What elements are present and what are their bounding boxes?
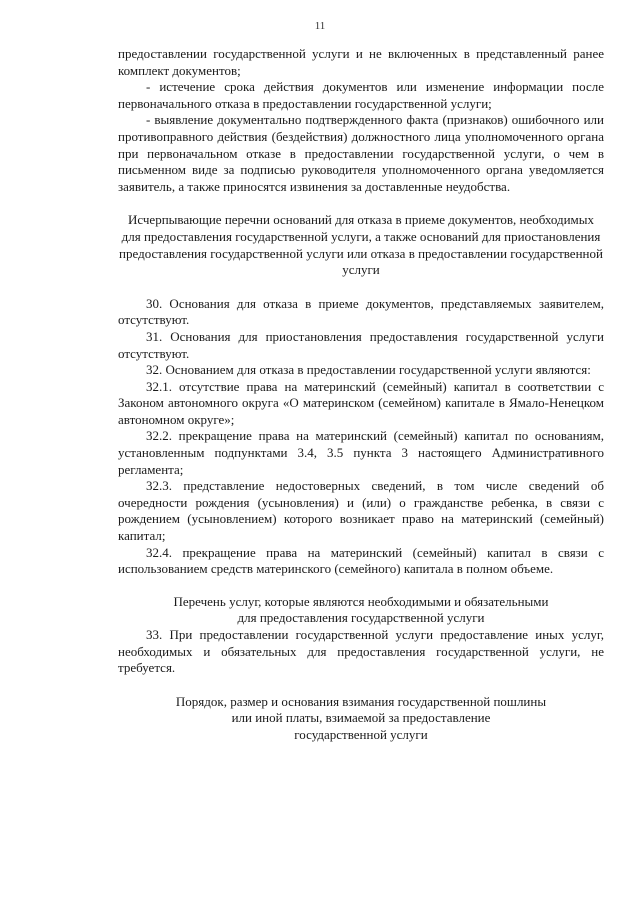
item-30: 30. Основания для отказа в приеме документов, представляемых заявителем, отсутствуют.: [118, 295, 604, 328]
page-number: 11: [314, 20, 326, 32]
section-heading-required-services-line1: Перечень услуг, которые являются необходимыми и обязательными: [173, 593, 549, 609]
item-32-4: 32.4. прекращение права на материнский (семейный) капитал в связи с использованием средств материнского (семейного) капитала в полном объеме.: [118, 544, 604, 577]
section-heading-refusal-grounds: Исчерпывающие перечни оснований для отказа в приеме документов, необходимых для предоставления государственной услуги, а также оснований для приостановления предоставления государственной услуги или отказа в предоставлении государственной услуги: [119, 212, 603, 278]
item-32-1: 32.1. отсутствие права на материнский (семейный) капитал в соответствии с Законом автономного округа «О материнском (семейном) капитале в Ямало-Ненецком автономном округе»;: [118, 378, 604, 427]
item-33: 33. При предоставлении государственной услуги предоставление иных услуг, необходимых и обязательных для предоставления государственной услуги, не требуется.: [118, 627, 604, 676]
item-32: 32. Основанием для отказа в предоставлении государственной услуги являются:: [146, 362, 591, 378]
section-heading-fees-line2: или иной платы, взимаемой за предоставление: [231, 710, 491, 726]
paragraph-erroneous-action: - выявление документально подтвержденного факта (признаков) ошибочного или противоправного действия (бездействия) должностного лица уполномоченного органа при первоначальном отказе в предоставлении государственной услуги, о чем в письменном виде за подписью руководителя уполномоченного органа уведомляется заявитель, а также приносятся извинения за доставленные неудобства.: [118, 112, 604, 194]
paragraph-document-expiry: - истечение срока действия документов или изменение информации после первоначального отказа в предоставлении государственной услуги;: [118, 79, 604, 111]
section-heading-fees-line1: Порядок, размер и основания взимания государственной пошлины: [175, 693, 547, 709]
paragraph-continuation: предоставлении государственной услуги и не включенных в представленный ранее комплект документов;: [118, 46, 604, 78]
section-heading-required-services-line2: для предоставления государственной услуги: [237, 610, 485, 626]
item-31: 31. Основания для приостановления предоставления государственной услуги отсутствуют.: [118, 328, 604, 361]
section-heading-fees-line3: государственной услуги: [294, 726, 428, 742]
item-32-2: 32.2. прекращение права на материнский (семейный) капитал по основаниям, установленным подпунктами 3.4, 3.5 пункта 3 настоящего Административного регламента;: [118, 428, 604, 477]
item-32-3: 32.3. представление недостоверных сведений, в том числе сведений об очередности рождения (усыновления) и (или) о гражданстве ребенка, в связи с рождением (усыновлением) которого возникает право на материнский (семейный) капитал;: [118, 478, 604, 544]
document-body: [118, 46, 604, 744]
